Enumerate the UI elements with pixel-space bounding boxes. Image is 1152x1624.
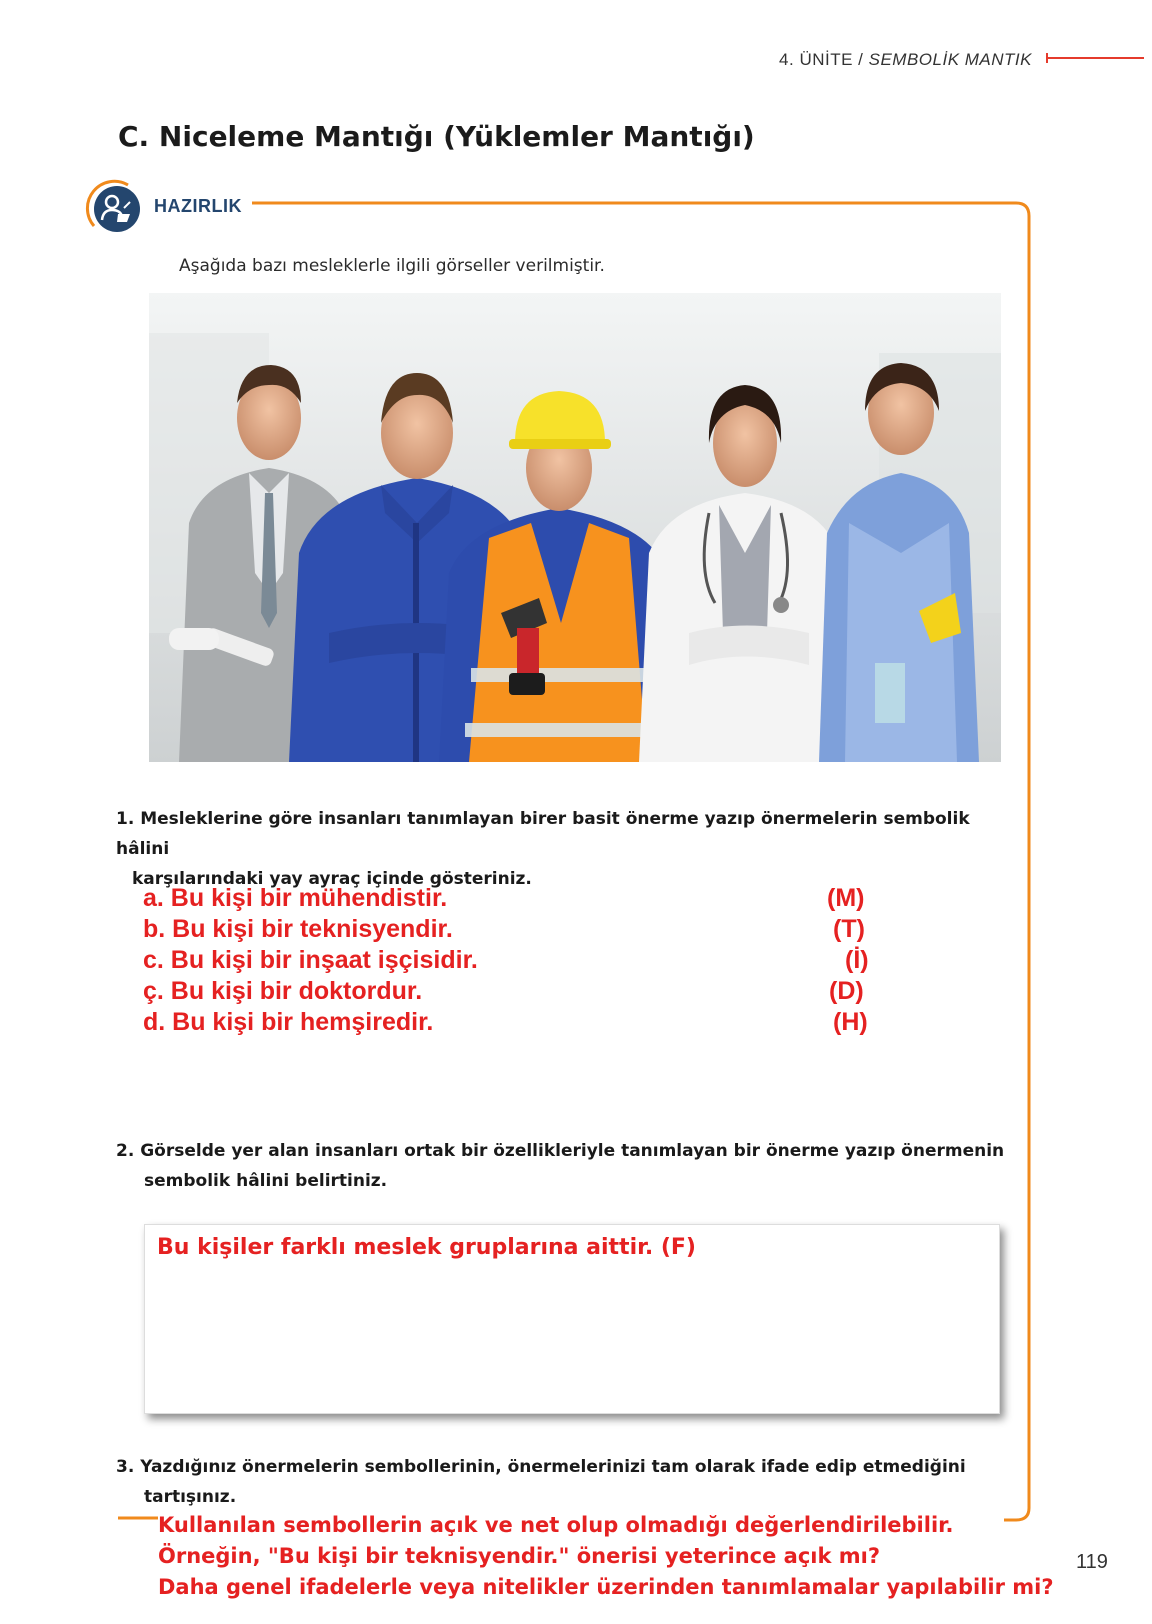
question-2-line-2: sembolik hâlini belirtiniz.: [144, 1171, 388, 1191]
answer-text: d. Bu kişi bir hemşiredir.: [143, 1008, 434, 1036]
answer-row-d: [143, 1008, 883, 1039]
intro-text: Aşağıda bazı mesleklerle ilgili görseller verilmiştir.: [179, 256, 605, 276]
answer-text: b. Bu kişi bir teknisyendir.: [143, 915, 453, 943]
answer-symbol: (M): [827, 884, 865, 912]
question-1-line-1: 1. Mesleklerine göre insanları tanımlayan birer basit önerme yazıp önermelerin sembolik hâlini: [116, 809, 970, 859]
header-rule: [1046, 57, 1144, 59]
question-2: [116, 1136, 1016, 1196]
section-title: C. Niceleme Mantığı (Yüklemler Mantığı): [118, 120, 755, 153]
unit-name: SEMBOLİK MANTIK: [868, 50, 1032, 69]
answer-symbol: (D): [829, 977, 864, 1005]
answer-q3-line: Daha genel ifadelerle veya nitelikler üzerinden tanımlamalar yapılabilir mi?: [158, 1575, 1054, 1599]
answer-text: a. Bu kişi bir mühendistir.: [143, 884, 448, 912]
question-2-line-1: 2. Görselde yer alan insanları ortak bir özellikleriyle tanımlayan bir önerme yazıp önermenin: [116, 1141, 1005, 1161]
answer-symbol: (T): [833, 915, 865, 943]
answer-symbol: (H): [833, 1008, 868, 1036]
person-at-desk-icon: [84, 178, 146, 240]
answer-row-b: [143, 915, 883, 946]
answers-q1: [143, 884, 883, 1039]
answer-text: c. Bu kişi bir inşaat işçisidir.: [143, 946, 478, 974]
prep-label: HAZIRLIK: [154, 196, 242, 216]
answer-box-q2[interactable]: [144, 1224, 1000, 1414]
professions-photo: [149, 293, 1001, 762]
answer-q2-text: Bu kişiler farklı meslek gruplarına aittir. (F): [157, 1235, 696, 1260]
answer-q3-line: Örneğin, "Bu kişi bir teknisyendir." önerisi yeterince açık mı?: [158, 1544, 881, 1568]
page-number: 119: [1076, 1551, 1108, 1573]
answer-text: ç. Bu kişi bir doktordur.: [143, 977, 423, 1005]
header-rule-tick: [1046, 53, 1048, 63]
answer-row-cc: [143, 977, 883, 1008]
question-1-line-2: karşılarındaki yay ayraç içinde gösteriniz.: [132, 869, 532, 889]
question-3: [116, 1452, 1016, 1512]
answer-q3-line: Kullanılan sembollerin açık ve net olup olmadığı değerlendirilebilir.: [158, 1513, 954, 1537]
question-1: [116, 804, 1016, 894]
answer-row-c: [143, 946, 883, 977]
answer-symbol: (İ): [845, 946, 869, 974]
question-3-line-1: 3. Yazdığınız önermelerin sembollerinin, önermelerinizi tam olarak ifade edip etmediğini: [116, 1457, 966, 1477]
unit-prefix: 4. ÜNİTE /: [779, 50, 869, 69]
answer-q3: [158, 1510, 1058, 1603]
question-3-line-2: tartışınız.: [144, 1487, 237, 1507]
unit-header: [779, 50, 1032, 70]
answer-row-a: [143, 884, 883, 915]
